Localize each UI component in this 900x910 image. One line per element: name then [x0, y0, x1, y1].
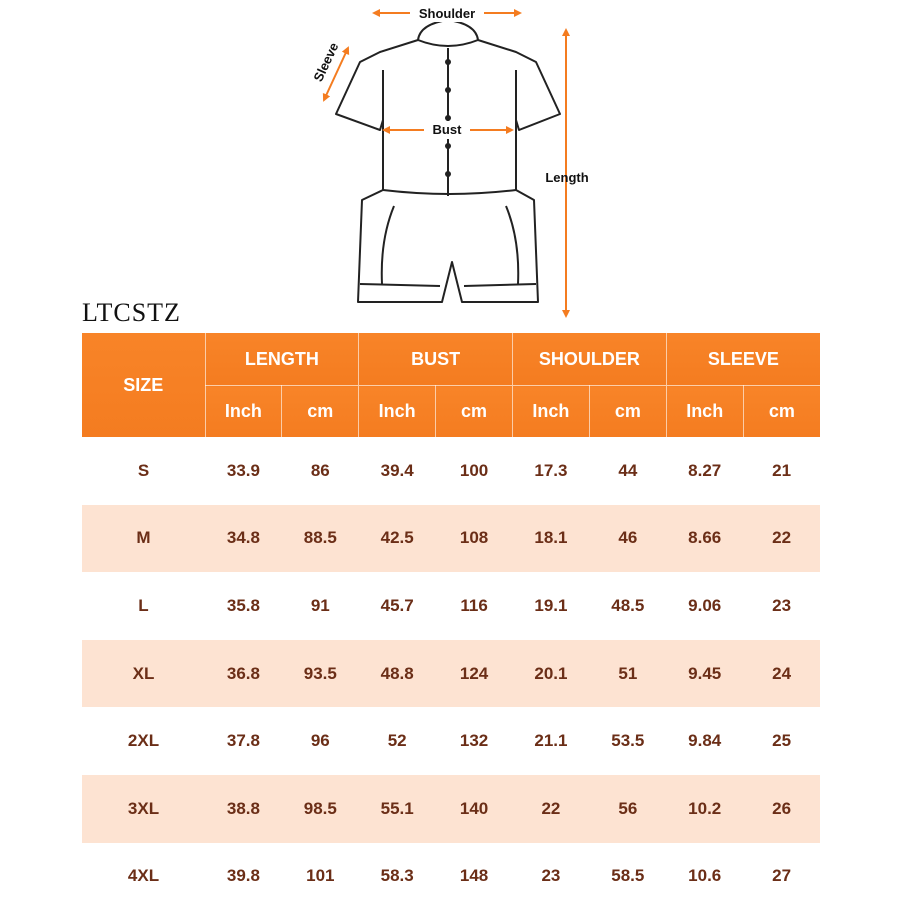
measurement-cell: 27 — [743, 843, 820, 910]
measurement-cell: 9.84 — [666, 707, 743, 775]
measurement-cell: 10.6 — [666, 843, 743, 910]
unit-header: Inch — [666, 386, 743, 438]
measurement-cell: 35.8 — [205, 572, 282, 640]
measurement-cell: 9.45 — [666, 640, 743, 708]
measurement-cell: 48.8 — [359, 640, 436, 708]
measurement-cell: 23 — [743, 572, 820, 640]
measurement-cell: 108 — [436, 505, 513, 573]
table-row — [82, 572, 820, 640]
measurement-cell: 86 — [282, 437, 359, 505]
measurement-cell: 20.1 — [513, 640, 590, 708]
measurement-cell: 116 — [436, 572, 513, 640]
measurement-cell: 9.06 — [666, 572, 743, 640]
measurement-cell: 58.5 — [589, 843, 666, 910]
table-row — [82, 437, 820, 505]
group-header-row — [82, 333, 820, 386]
measurement-cell: 46 — [589, 505, 666, 573]
measurement-cell: 22 — [513, 775, 590, 843]
measurement-cell: 21.1 — [513, 707, 590, 775]
unit-header: Inch — [359, 386, 436, 438]
unit-header: Inch — [513, 386, 590, 438]
measurement-cell: 42.5 — [359, 505, 436, 573]
measurement-cell: 96 — [282, 707, 359, 775]
size-cell: 3XL — [82, 775, 205, 843]
measurement-cell: 101 — [282, 843, 359, 910]
measurement-cell: 34.8 — [205, 505, 282, 573]
unit-header: cm — [743, 386, 820, 438]
table-row — [82, 775, 820, 843]
measurement-cell: 98.5 — [282, 775, 359, 843]
measurement-cell: 8.66 — [666, 505, 743, 573]
length-label: Length — [545, 170, 589, 185]
size-rows — [82, 437, 820, 910]
measurement-cell: 38.8 — [205, 775, 282, 843]
measurement-cell: 8.27 — [666, 437, 743, 505]
measurement-cell: 140 — [436, 775, 513, 843]
size-cell: M — [82, 505, 205, 573]
measurement-cell: 21 — [743, 437, 820, 505]
size-cell: S — [82, 437, 205, 505]
table-row — [82, 640, 820, 708]
table-row — [82, 707, 820, 775]
bust-header: BUST — [359, 333, 513, 386]
unit-header: Inch — [205, 386, 282, 438]
measurement-cell: 52 — [359, 707, 436, 775]
size-cell: L — [82, 572, 205, 640]
sleeve-header: SLEEVE — [666, 333, 820, 386]
measurement-cell: 56 — [589, 775, 666, 843]
measurement-cell: 48.5 — [589, 572, 666, 640]
measurement-cell: 124 — [436, 640, 513, 708]
measurement-cell: 93.5 — [282, 640, 359, 708]
measurement-cell: 17.3 — [513, 437, 590, 505]
size-cell: 4XL — [82, 843, 205, 910]
measurement-cell: 91 — [282, 572, 359, 640]
measurement-cell: 100 — [436, 437, 513, 505]
measurement-cell: 45.7 — [359, 572, 436, 640]
measurement-cell: 53.5 — [589, 707, 666, 775]
unit-header: cm — [436, 386, 513, 438]
shoulder-header: SHOULDER — [513, 333, 667, 386]
measurement-cell: 51 — [589, 640, 666, 708]
measurement-cell: 33.9 — [205, 437, 282, 505]
unit-header: cm — [282, 386, 359, 438]
measurement-cell: 22 — [743, 505, 820, 573]
size-cell: 2XL — [82, 707, 205, 775]
sleeve-label: Sleeve — [310, 40, 342, 84]
unit-header: cm — [589, 386, 666, 438]
shoulder-label: Shoulder — [418, 6, 476, 21]
measurement-cell: 44 — [589, 437, 666, 505]
garment-diagram — [0, 0, 900, 330]
measurement-cell: 132 — [436, 707, 513, 775]
measurement-cell: 23 — [513, 843, 590, 910]
length-header: LENGTH — [205, 333, 359, 386]
measurement-cell: 39.4 — [359, 437, 436, 505]
measurement-cell: 26 — [743, 775, 820, 843]
measurement-cell: 24 — [743, 640, 820, 708]
measurement-cell: 37.8 — [205, 707, 282, 775]
size-chart-table — [82, 333, 820, 910]
table-row — [82, 505, 820, 573]
size-header: SIZE — [82, 333, 205, 437]
measurement-cell: 58.3 — [359, 843, 436, 910]
measurement-cell: 18.1 — [513, 505, 590, 573]
measurement-cell: 36.8 — [205, 640, 282, 708]
bust-label: Bust — [432, 122, 462, 137]
size-cell: XL — [82, 640, 205, 708]
measurement-cell: 39.8 — [205, 843, 282, 910]
measurement-cell: 25 — [743, 707, 820, 775]
brand-logo-text: LTCSTZ — [82, 298, 181, 327]
measurement-cell: 55.1 — [359, 775, 436, 843]
measurement-cell: 10.2 — [666, 775, 743, 843]
measurement-cell: 88.5 — [282, 505, 359, 573]
measurement-cell: 148 — [436, 843, 513, 910]
measurement-cell: 19.1 — [513, 572, 590, 640]
